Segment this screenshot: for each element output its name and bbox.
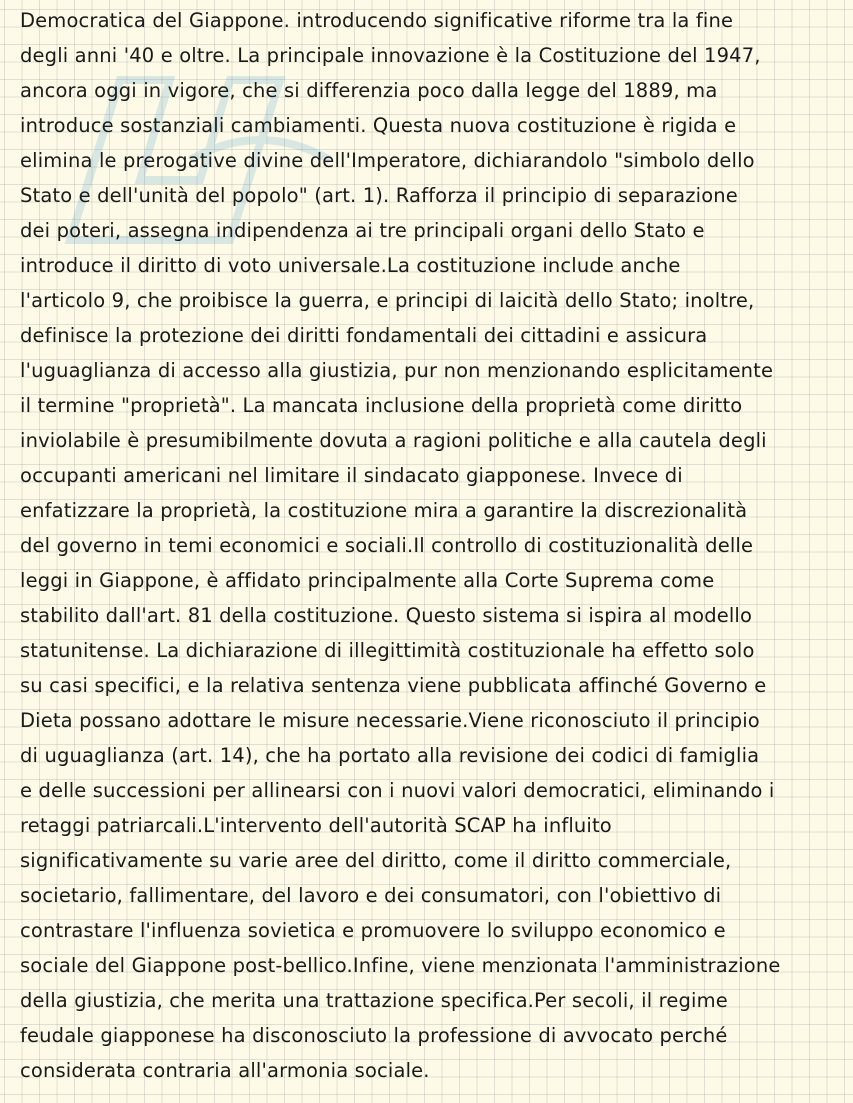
text-line: degli anni '40 e oltre. La principale innovazione è la Costituzione del 1947, xyxy=(20,44,761,67)
text-line: ancora oggi in vigore, che si differenzia poco dalla legge del 1889, ma xyxy=(20,79,718,102)
text-line: l'articolo 9, che proibisce la guerra, e principi di laicità dello Stato; inoltre, xyxy=(20,289,755,312)
text-line: sociale del Giappone post-bellico.Infine, viene menzionata l'amministrazione xyxy=(20,954,781,977)
document-page xyxy=(20,3,850,1088)
text-line: leggi in Giappone, è affidato principalmente alla Corte Suprema come xyxy=(20,569,715,592)
text-line: della giustizia, che merita una trattazione specifica.Per secoli, il regime xyxy=(20,989,728,1012)
text-line: Stato e dell'unità del popolo" (art. 1). Rafforza il principio di separazione xyxy=(20,184,738,207)
text-line: introduce sostanziali cambiamenti. Questa nuova costituzione è rigida e xyxy=(20,114,737,137)
text-line: di uguaglianza (art. 14), che ha portato alla revisione dei codici di famiglia xyxy=(20,744,760,767)
text-line: enfatizzare la proprietà, la costituzione mira a garantire la discrezionalità xyxy=(20,499,748,522)
text-line: considerata contraria all'armonia sociale. xyxy=(20,1059,430,1082)
text-line: il termine "proprietà". La mancata inclusione della proprietà come diritto xyxy=(20,394,743,417)
text-line: Democratica del Giappone. introducendo significative riforme tra la fine xyxy=(20,9,734,32)
text-line: su casi specifici, e la relativa sentenza viene pubblicata affinché Governo e xyxy=(20,674,767,697)
text-line: l'uguaglianza di accesso alla giustizia, pur non menzionando esplicitamente xyxy=(20,359,774,382)
text-line: inviolabile è presumibilmente dovuta a ragioni politiche e alla cautela degli xyxy=(20,429,767,452)
text-line: del governo in temi economici e sociali.Il controllo di costituzionalità delle xyxy=(20,534,754,557)
text-line: introduce il diritto di voto universale.La costituzione include anche xyxy=(20,254,681,277)
text-line: contrastare l'influenza sovietica e promuovere lo sviluppo economico e xyxy=(20,919,726,942)
text-line: societario, fallimentare, del lavoro e dei consumatori, con l'obiettivo di xyxy=(20,884,722,907)
text-line: statunitense. La dichiarazione di illegittimità costituzionale ha effetto solo xyxy=(20,639,755,662)
text-line: feudale giapponese ha disconosciuto la professione di avvocato perché xyxy=(20,1024,728,1047)
text-line: stabilito dall'art. 81 della costituzione. Questo sistema si ispira al modello xyxy=(20,604,753,627)
text-line: e delle successioni per allinearsi con i nuovi valori democratici, eliminando i xyxy=(20,779,775,802)
text-line: significativamente su varie aree del diritto, come il diritto commerciale, xyxy=(20,849,732,872)
text-line: definisce la protezione dei diritti fondamentali dei cittadini e assicura xyxy=(20,324,708,347)
text-line: retaggi patriarcali.L'intervento dell'autorità SCAP ha influito xyxy=(20,814,612,837)
text-line: occupanti americani nel limitare il sindacato giapponese. Invece di xyxy=(20,464,683,487)
text-line: dei poteri, assegna indipendenza ai tre principali organi dello Stato e xyxy=(20,219,705,242)
text-line: Dieta possano adottare le misure necessarie.Viene riconosciuto il principio xyxy=(20,709,760,732)
text-line: elimina le prerogative divine dell'Imperatore, dichiarandolo "simbolo dello xyxy=(20,149,755,172)
